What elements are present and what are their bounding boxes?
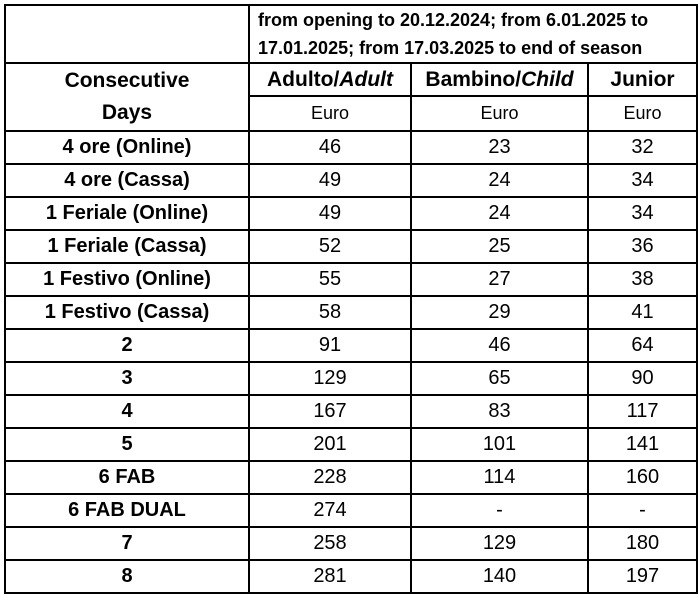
adult-column-header [249, 63, 411, 96]
child-price: 129 [411, 527, 588, 560]
junior-price: 197 [588, 560, 697, 593]
junior-price: 180 [588, 527, 697, 560]
child-header-main: Bambino/ [425, 67, 522, 91]
child-price: 23 [411, 131, 588, 164]
junior-price: 117 [588, 395, 697, 428]
column-header-row [5, 63, 697, 96]
table-row [5, 197, 697, 230]
child-price: 140 [411, 560, 588, 593]
adult-price: 274 [249, 494, 411, 527]
child-price: 25 [411, 230, 588, 263]
junior-header-main: Junior [610, 67, 675, 91]
row-label: 1 Festivo (Cassa) [5, 296, 249, 329]
junior-price: 41 [588, 296, 697, 329]
table-row [5, 494, 697, 527]
row-label: 6 FAB DUAL [5, 494, 249, 527]
period-header-row [5, 5, 697, 63]
row-label: 4 [5, 395, 249, 428]
price-table-body [5, 5, 697, 593]
adult-price: 228 [249, 461, 411, 494]
consecutive-days-header-line-2: Days [101, 101, 153, 124]
junior-price: 34 [588, 164, 697, 197]
adult-price: 49 [249, 164, 411, 197]
junior-price: 90 [588, 362, 697, 395]
child-price: 46 [411, 329, 588, 362]
adult-price: 258 [249, 527, 411, 560]
row-label: 1 Feriale (Cassa) [5, 230, 249, 263]
adult-header-main: Adulto/ [267, 67, 340, 91]
junior-price: 38 [588, 263, 697, 296]
child-price: 24 [411, 164, 588, 197]
row-label: 3 [5, 362, 249, 395]
table-row [5, 395, 697, 428]
adult-price: 129 [249, 362, 411, 395]
row-label: 8 [5, 560, 249, 593]
row-label: 6 FAB [5, 461, 249, 494]
adult-header-italic: Adult [339, 67, 393, 91]
adult-price: 49 [249, 197, 411, 230]
junior-price: 160 [588, 461, 697, 494]
adult-price: 55 [249, 263, 411, 296]
adult-price: 58 [249, 296, 411, 329]
child-price: 27 [411, 263, 588, 296]
price-table [4, 4, 698, 594]
adult-price: 201 [249, 428, 411, 461]
child-price: 101 [411, 428, 588, 461]
junior-price: 141 [588, 428, 697, 461]
child-column-header [411, 63, 588, 96]
adult-price: 281 [249, 560, 411, 593]
table-row [5, 164, 697, 197]
child-unit: Euro [411, 96, 588, 131]
season-period-line-1: from opening to 20.12.2024; from 6.01.2025 to [258, 10, 649, 30]
row-label: 4 ore (Cassa) [5, 164, 249, 197]
row-label: 7 [5, 527, 249, 560]
child-price: 83 [411, 395, 588, 428]
child-price: 29 [411, 296, 588, 329]
junior-price: - [588, 494, 697, 527]
junior-unit: Euro [588, 96, 697, 131]
adult-unit: Euro [249, 96, 411, 131]
row-label: 2 [5, 329, 249, 362]
junior-price: 32 [588, 131, 697, 164]
table-row [5, 329, 697, 362]
junior-price: 36 [588, 230, 697, 263]
table-row [5, 263, 697, 296]
row-label: 4 ore (Online) [5, 131, 249, 164]
consecutive-days-header [5, 63, 249, 131]
table-row [5, 230, 697, 263]
row-label: 1 Festivo (Online) [5, 263, 249, 296]
child-header-italic: Child [521, 67, 574, 91]
empty-corner-cell [5, 5, 249, 63]
child-price: 65 [411, 362, 588, 395]
junior-column-header [588, 63, 697, 96]
child-price: 24 [411, 197, 588, 230]
adult-price: 91 [249, 329, 411, 362]
row-label: 5 [5, 428, 249, 461]
season-period-header [249, 5, 697, 63]
consecutive-days-header-line-1: Consecutive [64, 69, 190, 92]
table-row [5, 296, 697, 329]
table-row [5, 560, 697, 593]
season-period-line-2: 17.01.2025; from 17.03.2025 to end of season [258, 38, 643, 58]
child-price: 114 [411, 461, 588, 494]
table-row [5, 461, 697, 494]
table-row [5, 428, 697, 461]
junior-price: 34 [588, 197, 697, 230]
child-price: - [411, 494, 588, 527]
adult-price: 46 [249, 131, 411, 164]
table-row [5, 527, 697, 560]
table-row [5, 131, 697, 164]
row-label: 1 Feriale (Online) [5, 197, 249, 230]
adult-price: 52 [249, 230, 411, 263]
table-row [5, 362, 697, 395]
adult-price: 167 [249, 395, 411, 428]
junior-price: 64 [588, 329, 697, 362]
